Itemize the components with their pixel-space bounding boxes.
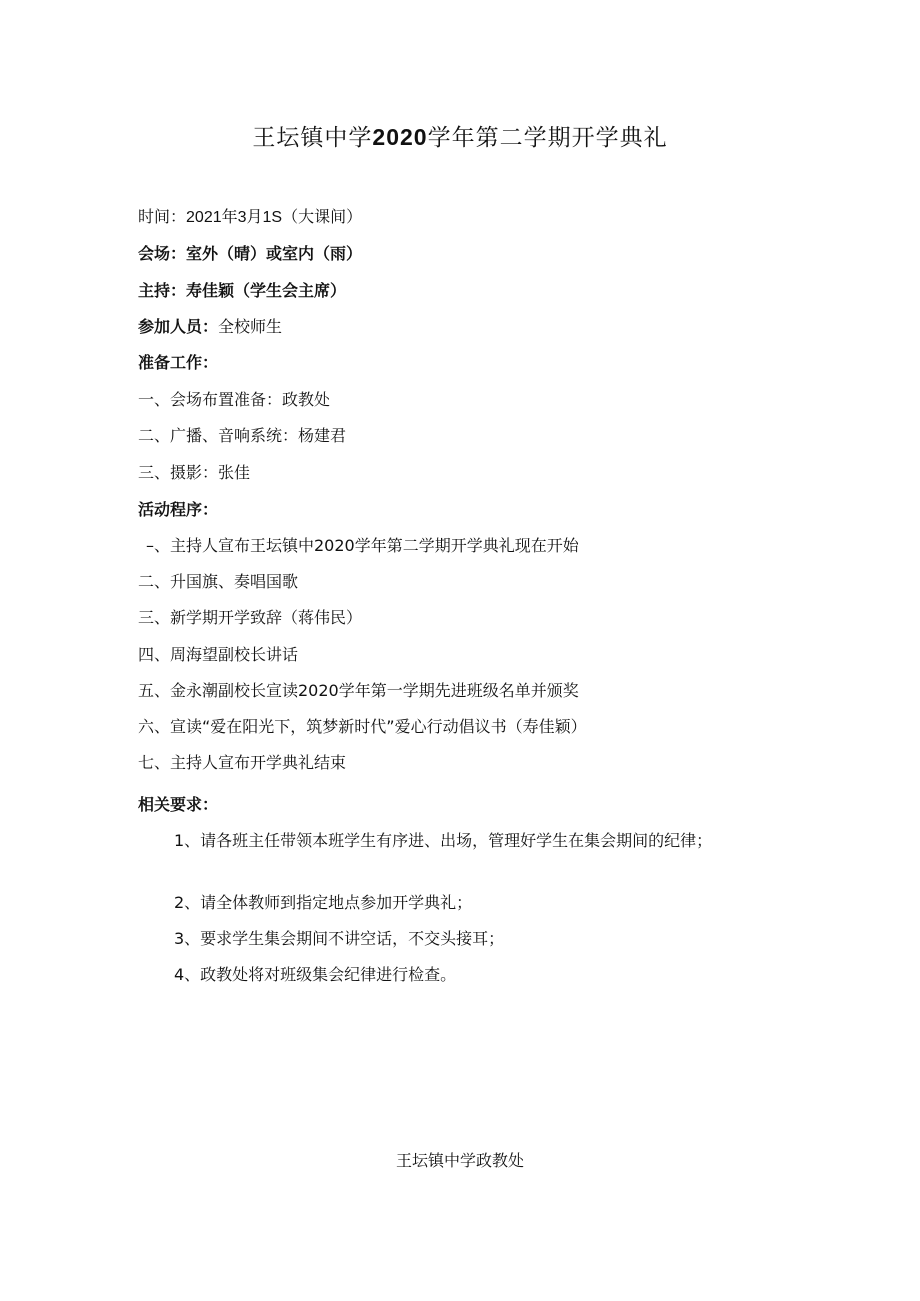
title-year: 2020 (372, 124, 428, 150)
host-label: 主持： (138, 281, 187, 300)
document-title (0, 122, 920, 153)
program-heading: 活动程序： (138, 500, 219, 519)
title-prefix: 王坛镇中学 (252, 125, 373, 151)
program-item: 六、宣读“爱在阳光下，筑梦新时代”爱心行动倡议书（寿佳颖） (138, 717, 587, 736)
requirement-item (138, 962, 768, 988)
requirement-text: 4、政教处将对班级集会纪律进行检查。 (174, 965, 457, 984)
program-item: 四、周海望副校长讲话 (138, 645, 299, 664)
participants-value: 全校师生 (218, 317, 283, 336)
program-item: –、主持人宣布王坛镇中2020学年第二学期开学典礼现在开始 (146, 536, 579, 555)
venue-label: 会场： (138, 244, 187, 263)
venue-line (138, 243, 362, 265)
program-item: 五、金永潮副校长宣读2020学年第一学期先进班级名单并颁奖 (138, 681, 579, 700)
time-label: 时间： (138, 207, 187, 226)
time-value: 2021年3月1S（大课间） (186, 209, 363, 226)
program-item: 三、新学期开学致辞（蒋伟民） (138, 608, 363, 627)
signature: 王坛镇中学政教处 (395, 1151, 524, 1170)
venue-value: 室外（晴）或室内（雨） (186, 244, 363, 263)
participants-label: 参加人员： (138, 317, 219, 336)
host-line (138, 280, 346, 302)
requirement-text: 1、请各班主任带领本班学生有序进、出场，管理好学生在集会期间的纪律； (174, 831, 713, 850)
preparation-item: 三、摄影：张佳 (138, 463, 251, 482)
title-suffix: 学年第二学期开学典礼 (427, 125, 668, 151)
preparation-heading: 准备工作： (138, 353, 219, 372)
program-item: 二、升国旗、奏唱国歌 (138, 572, 299, 591)
requirement-text: 3、要求学生集会期间不讲空话，不交头接耳； (174, 929, 505, 948)
preparation-item: 一、会场布置准备：政教处 (138, 390, 331, 409)
host-value: 寿佳颖（学生会主席） (186, 281, 347, 300)
requirements-heading: 相关要求： (138, 795, 219, 814)
program-item: 七、主持人宣布开学典礼结束 (138, 753, 347, 772)
requirement-item (138, 890, 768, 916)
requirement-text: 2、请全体教师到指定地点参加开学典礼； (174, 893, 473, 912)
preparation-item: 二、广播、音响系统：杨建君 (138, 426, 347, 445)
requirement-item (138, 828, 768, 854)
participants-line (138, 316, 282, 338)
requirement-item (138, 926, 768, 952)
time-line (138, 206, 362, 229)
